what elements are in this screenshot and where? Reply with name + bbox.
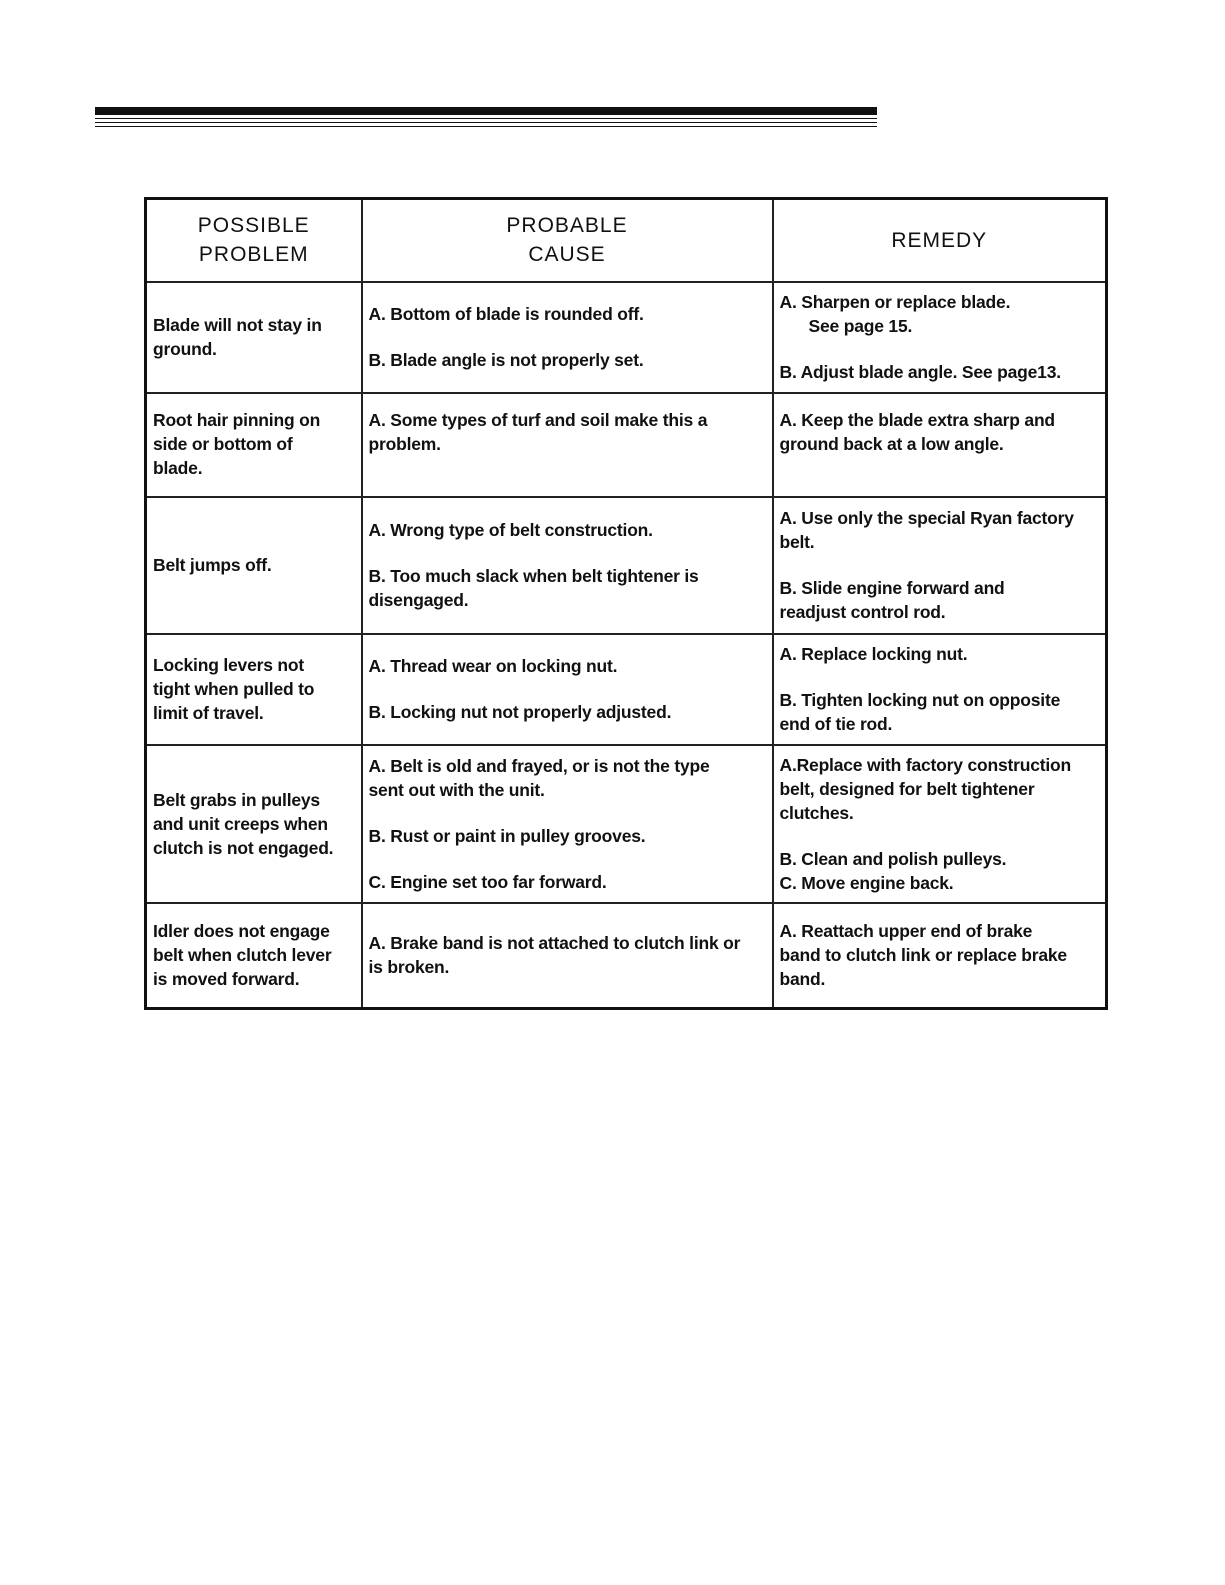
- problem-cell: [146, 282, 362, 393]
- line-gap: [369, 326, 766, 348]
- header-rule-thin-line: [95, 126, 877, 127]
- header-text: POSSIBLE: [197, 214, 310, 238]
- cell-text: Belt grabs in pulleys: [153, 789, 320, 810]
- cell-text: ground back at a low angle.: [779, 433, 1004, 454]
- line-gap: [369, 678, 766, 700]
- remedy-cell: [773, 282, 1107, 393]
- header-text: CAUSE: [528, 243, 606, 267]
- remedy-cell: [773, 497, 1107, 634]
- cell-text: belt when clutch lever: [153, 945, 332, 966]
- remedy-cell: [773, 903, 1107, 1009]
- cell-text: B. Adjust blade angle. See page13.: [779, 362, 1061, 382]
- cell-text: See page 15.: [808, 316, 913, 336]
- line-gap: [369, 848, 766, 870]
- problem-cell: [146, 745, 362, 903]
- cell-text: is broken.: [368, 957, 450, 978]
- table-row: [146, 282, 1107, 393]
- cause-cell: [362, 903, 773, 1009]
- cause-cell: [362, 634, 773, 745]
- cell-text: A. Brake band is not attached to clutch link or: [368, 933, 741, 954]
- troubleshooting-table: [144, 197, 1108, 1010]
- header-text: PROBABLE: [506, 214, 628, 238]
- table-row: [146, 634, 1107, 745]
- line-gap: [369, 542, 766, 564]
- cell-text: A. Some types of turf and soil make this a: [368, 409, 708, 430]
- line-gap: [780, 338, 1100, 360]
- cell-text: problem.: [368, 433, 441, 454]
- table-row: [146, 393, 1107, 497]
- cell-text: tight when pulled to: [153, 679, 315, 699]
- cell-text: A. Sharpen or replace blade.: [779, 292, 1011, 312]
- cell-text: A. Bottom of blade is rounded off.: [368, 304, 644, 324]
- cell-text: B. Too much slack when belt tightener is: [368, 566, 699, 586]
- cause-cell: [362, 282, 773, 393]
- table-row: [146, 745, 1107, 903]
- cell-text: readjust control rod.: [779, 602, 946, 622]
- cell-text: Root hair pinning on: [153, 409, 321, 430]
- cell-text: B. Slide engine forward and: [779, 578, 1005, 598]
- cell-text: end of tie rod.: [779, 714, 893, 734]
- cell-text: A. Reattach upper end of brake: [779, 921, 1033, 942]
- cell-text: side or bottom of: [153, 433, 293, 454]
- header-rule-thick-line: [95, 107, 877, 115]
- cell-text: band to clutch link or replace brake: [779, 945, 1067, 966]
- header-possible-problem: [146, 199, 362, 282]
- cell-text: blade.: [153, 457, 203, 478]
- remedy-cell: [773, 634, 1107, 745]
- header-text: PROBLEM: [198, 243, 309, 267]
- problem-cell: [146, 393, 362, 497]
- cell-text: belt, designed for belt tightener: [779, 778, 1035, 799]
- cell-text: Locking levers not: [153, 655, 305, 675]
- cell-text: A. Thread wear on locking nut.: [368, 656, 618, 676]
- header-remedy: [773, 199, 1107, 282]
- cell-text: is moved forward.: [153, 969, 300, 990]
- cell-text: band.: [779, 969, 826, 990]
- cell-text: B. Tighten locking nut on opposite: [779, 690, 1061, 710]
- line-gap: [369, 802, 766, 824]
- cell-text: Idler does not engage: [153, 921, 330, 942]
- remedy-cell: [773, 745, 1107, 903]
- cell-text: disengaged.: [368, 590, 469, 610]
- cell-text: C. Engine set too far forward.: [368, 871, 607, 892]
- problem-cell: [146, 497, 362, 634]
- table-header-row: [146, 199, 1107, 282]
- cell-text: B. Clean and polish pulleys.: [779, 848, 1007, 869]
- cell-text: A. Use only the special Ryan factory: [779, 508, 1074, 528]
- header-rule: [95, 107, 877, 127]
- cell-text: A. Belt is old and frayed, or is not the type: [368, 755, 710, 776]
- cause-cell: [362, 497, 773, 634]
- cell-text: B. Blade angle is not properly set.: [368, 350, 644, 370]
- table-row: [146, 903, 1107, 1009]
- cell-text: clutches.: [779, 802, 854, 823]
- cell-text: belt.: [779, 532, 815, 552]
- problem-cell: [146, 634, 362, 745]
- cause-cell: [362, 745, 773, 903]
- cell-text: A. Keep the blade extra sharp and: [779, 409, 1055, 430]
- line-gap: [780, 825, 1100, 847]
- cell-text: limit of travel.: [153, 703, 264, 723]
- header-rule-thin-line: [95, 118, 877, 119]
- cell-text: B. Locking nut not properly adjusted.: [368, 702, 672, 722]
- cell-text: clutch is not engaged.: [153, 837, 334, 858]
- cause-cell: [362, 393, 773, 497]
- header-rule-thin-line: [95, 122, 877, 123]
- problem-cell: [146, 903, 362, 1009]
- cell-text: sent out with the unit.: [368, 779, 545, 800]
- cell-text: ground.: [153, 339, 217, 359]
- cell-text: Belt jumps off.: [153, 555, 272, 575]
- line-gap: [780, 554, 1100, 576]
- cell-text: and unit creeps when: [153, 813, 328, 834]
- remedy-cell: [773, 393, 1107, 497]
- cell-text: Blade will not stay in: [153, 315, 322, 335]
- cell-text: A. Wrong type of belt construction.: [368, 520, 653, 540]
- cell-text: B. Rust or paint in pulley grooves.: [368, 825, 646, 846]
- cell-text: A.Replace with factory construction: [779, 754, 1072, 775]
- cell-text: C. Move engine back.: [779, 872, 954, 893]
- cell-text: A. Replace locking nut.: [779, 644, 968, 664]
- table-row: [146, 497, 1107, 634]
- line-gap: [780, 666, 1100, 688]
- header-text: REMEDY: [891, 228, 988, 252]
- header-probable-cause: [362, 199, 773, 282]
